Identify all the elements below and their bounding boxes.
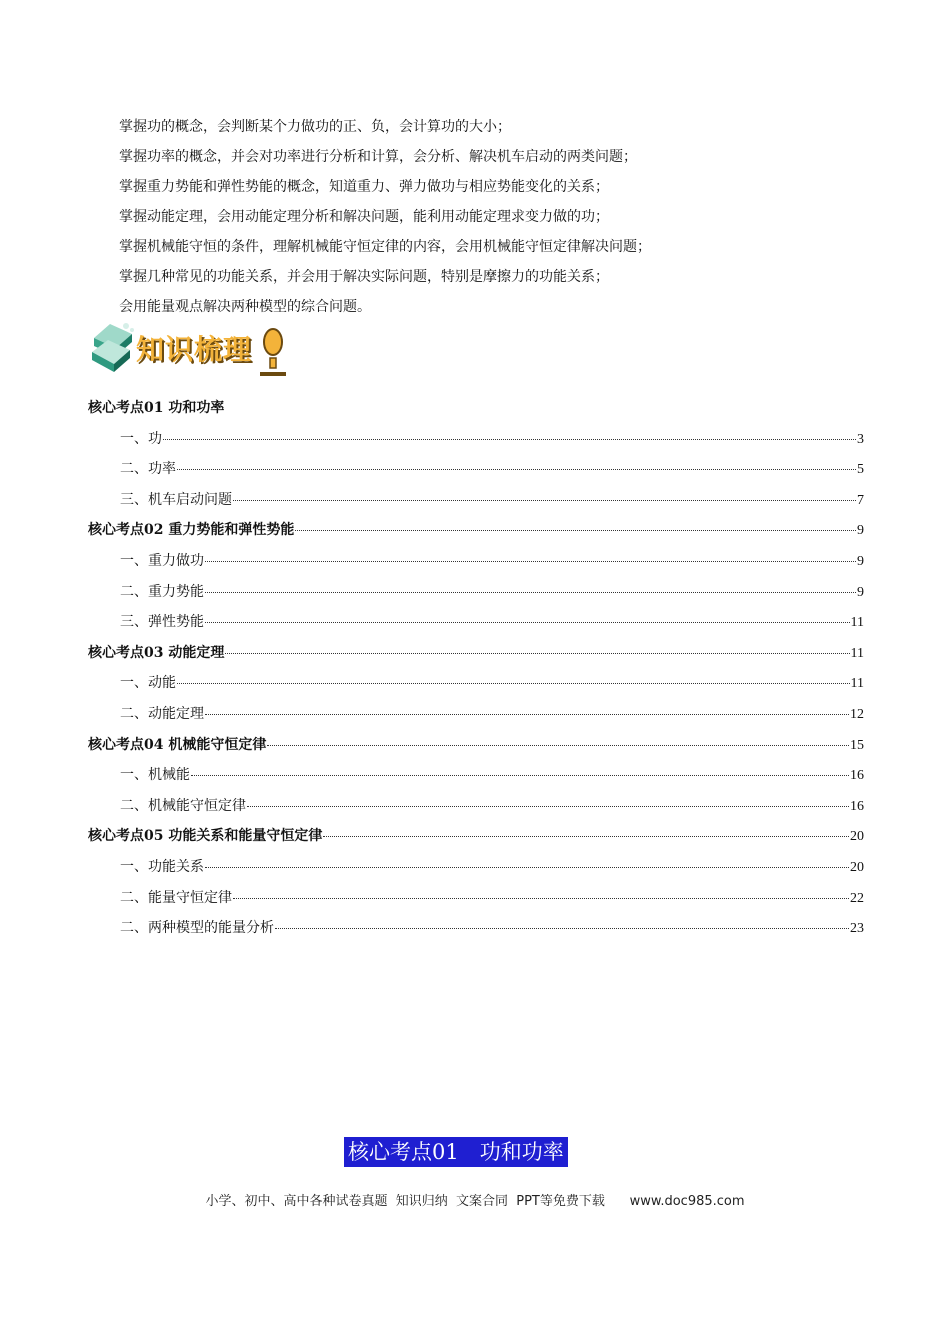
toc-entry-label: 二、重力势能 (120, 583, 204, 600)
objective-line: 掌握功率的概念，并会对功率进行分析和计算，会分析、解决机车启动的两类问题； (119, 149, 637, 165)
toc-dot-leader (267, 745, 849, 746)
toc-page-number: 11 (850, 676, 864, 692)
knowledge-banner (86, 318, 306, 382)
toc-page-number: 15 (850, 737, 864, 753)
footer-text: 小学、初中、高中各种试卷真题 知识归纳 文案合同 PPT等免费下载 www.doc985.com (205, 1194, 745, 1209)
toc-subsection-entry[interactable] (88, 577, 864, 608)
learning-objectives (119, 112, 879, 322)
objective-line: 会用能量观点解决两种模型的综合问题。 (119, 299, 371, 315)
toc-dot-leader (205, 561, 856, 562)
toc-entry-label: 三、弹性势能 (120, 614, 204, 631)
objective-line: 掌握重力势能和弹性势能的概念，知道重力、弹力做功与相应势能变化的关系； (119, 179, 609, 195)
objective-line: 掌握动能定理，会用动能定理分析和解决问题，能利用动能定理求变力做的功； (119, 209, 609, 225)
toc-page-number: 20 (850, 859, 864, 875)
toc-dot-leader (205, 867, 849, 868)
toc-subsection-entry[interactable] (88, 760, 864, 791)
toc-page-number: 9 (857, 523, 864, 539)
toc-dot-leader (191, 775, 849, 776)
toc-entry-label: 二、动能定理 (120, 705, 204, 722)
toc-page-number: 20 (850, 829, 864, 845)
toc-entry-label: 核心考点05 功能关系和能量守恒定律 (88, 828, 323, 845)
toc-entry-label: 二、两种模型的能量分析 (120, 920, 274, 937)
toc-dot-leader (205, 622, 850, 623)
toc-entry-label: 二、机械能守恒定律 (120, 797, 246, 814)
toc-subsection-entry[interactable] (88, 883, 864, 914)
toc-entry-label: 核心考点02 重力势能和弹性势能 (88, 522, 295, 539)
toc-dot-leader (205, 714, 849, 715)
objective-line: 掌握机械能守恒的条件，理解机械能守恒定律的内容，会用机械能守恒定律解决问题； (119, 239, 651, 255)
toc-page-number: 23 (850, 921, 864, 937)
toc-dot-leader (177, 683, 850, 684)
toc-entry-label: 一、动能 (120, 675, 176, 692)
toc-dot-leader (233, 898, 849, 899)
section-title: 核心考点01 功和功率 (344, 1137, 568, 1167)
toc-page-number: 11 (850, 645, 864, 661)
toc-subsection-entry[interactable] (88, 791, 864, 822)
toc-subsection-entry[interactable] (88, 668, 864, 699)
toc-page-number: 11 (850, 615, 864, 631)
toc-subsection-entry[interactable] (88, 852, 864, 883)
toc-page-number: 16 (850, 798, 864, 814)
toc-dot-leader (247, 806, 849, 807)
toc-dot-leader (205, 592, 856, 593)
toc-subsection-entry[interactable] (88, 699, 864, 730)
toc-entry-label: 二、能量守恒定律 (120, 889, 232, 906)
objective-line: 掌握功的概念，会判断某个力做功的正、负，会计算功的大小； (119, 119, 511, 135)
toc-dot-leader (163, 439, 856, 440)
toc-dot-leader (323, 836, 849, 837)
toc-subsection-entry[interactable] (88, 424, 864, 455)
toc-dot-leader (275, 928, 849, 929)
toc-page-number: 16 (850, 768, 864, 784)
toc-page-number: 5 (857, 462, 864, 478)
toc-dot-leader (225, 653, 849, 654)
toc-dot-leader (295, 530, 856, 531)
banner-title: 知识梳理 (136, 333, 253, 366)
toc-entry-label: 核心考点01 功和功率 (88, 400, 225, 416)
toc-section-entry[interactable] (88, 393, 864, 424)
toc-page-number: 9 (857, 584, 864, 600)
toc-page-number: 12 (850, 706, 864, 722)
toc-subsection-entry[interactable] (88, 607, 864, 638)
toc-subsection-entry[interactable] (88, 913, 864, 944)
objective-line: 掌握几种常见的功能关系，并会用于解决实际问题，特别是摩擦力的功能关系； (119, 269, 609, 285)
toc-entry-label: 二、功率 (120, 461, 176, 478)
toc-dot-leader (233, 500, 856, 501)
toc-entry-label: 核心考点03 动能定理 (88, 644, 225, 661)
toc-page-number: 7 (857, 492, 864, 508)
toc-entry-label: 三、机车启动问题 (120, 491, 232, 508)
toc-entry-label: 一、功 (120, 430, 162, 447)
table-of-contents (88, 393, 864, 944)
toc-entry-label: 一、功能关系 (120, 858, 204, 875)
toc-entry-label: 核心考点04 机械能守恒定律 (88, 736, 267, 753)
toc-subsection-entry[interactable] (88, 485, 864, 516)
toc-section-entry[interactable] (88, 730, 864, 761)
toc-subsection-entry[interactable] (88, 454, 864, 485)
toc-section-entry[interactable] (88, 515, 864, 546)
toc-page-number: 3 (857, 431, 864, 447)
toc-entry-label: 一、重力做功 (120, 552, 204, 569)
toc-page-number: 9 (857, 553, 864, 569)
exclamation-icon (258, 328, 288, 378)
toc-entry-label: 一、机械能 (120, 767, 190, 784)
toc-subsection-entry[interactable] (88, 546, 864, 577)
toc-dot-leader (177, 469, 856, 470)
toc-section-entry[interactable] (88, 638, 864, 669)
toc-page-number: 22 (850, 890, 864, 906)
toc-section-entry[interactable] (88, 821, 864, 852)
